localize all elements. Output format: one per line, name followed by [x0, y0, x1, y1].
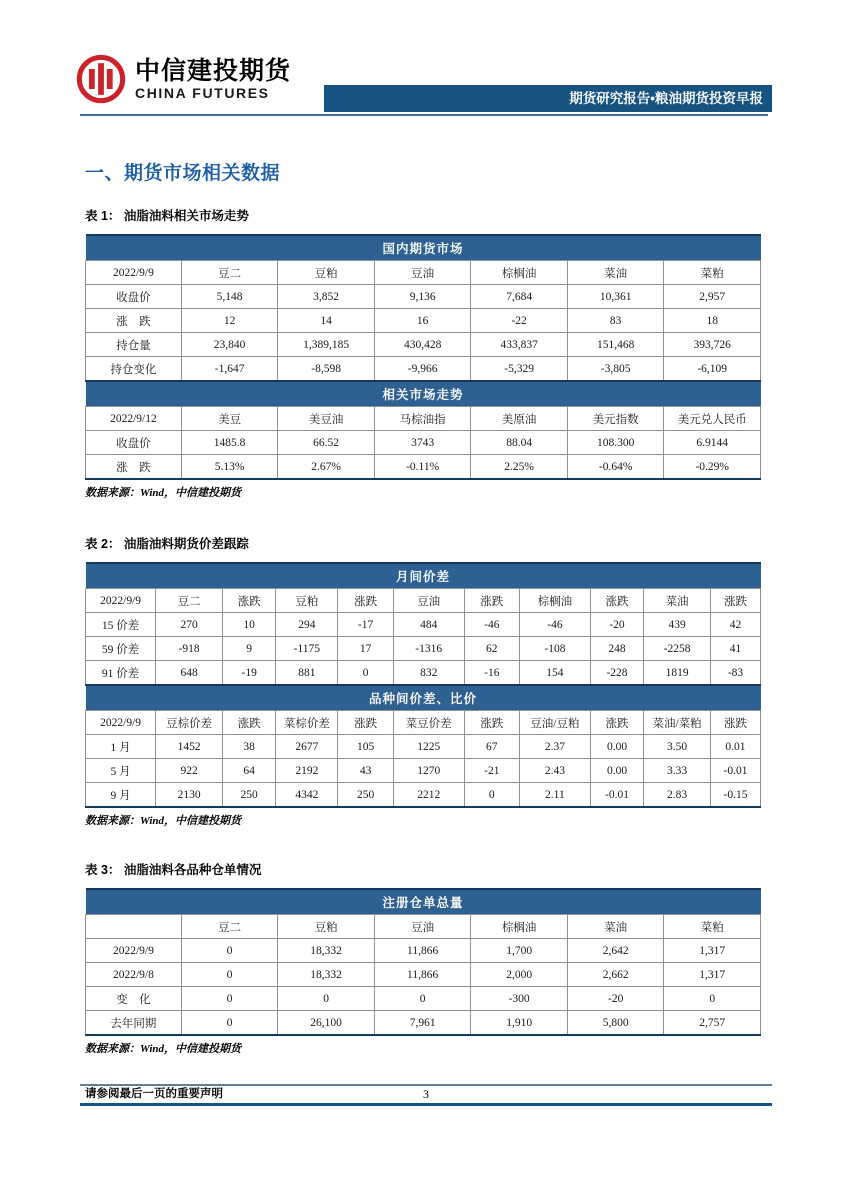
- value-cell: -9,966: [374, 357, 471, 382]
- value-cell: 2130: [156, 783, 223, 808]
- value-cell: -918: [156, 637, 223, 661]
- value-cell: 豆二: [181, 915, 278, 939]
- value-cell: -0.01: [590, 783, 643, 808]
- row-label-cell: 持仓变化: [86, 357, 182, 382]
- row-label-cell: 59 价差: [86, 637, 156, 661]
- value-cell: 2677: [276, 735, 338, 759]
- value-cell: 66.52: [278, 431, 375, 455]
- value-cell: 2.43: [519, 759, 590, 783]
- value-cell: 7,961: [374, 1011, 471, 1036]
- value-cell: -21: [464, 759, 519, 783]
- value-cell: 18,332: [278, 939, 375, 963]
- value-cell: 250: [338, 783, 393, 808]
- value-cell: 3.33: [644, 759, 711, 783]
- value-cell: 248: [590, 637, 643, 661]
- value-cell: 涨跌: [590, 589, 643, 613]
- value-cell: 菜粕: [664, 915, 761, 939]
- value-cell: 151,468: [567, 333, 664, 357]
- table-row: [86, 1011, 761, 1036]
- value-cell: -0.01: [710, 759, 760, 783]
- value-cell: 3743: [374, 431, 471, 455]
- value-cell: 涨跌: [223, 589, 276, 613]
- value-cell: -16: [464, 661, 519, 686]
- value-cell: 5,148: [181, 285, 278, 309]
- value-cell: 涨跌: [710, 711, 760, 735]
- value-cell: 83: [567, 309, 664, 333]
- table-row: [86, 915, 761, 939]
- value-cell: 0: [278, 987, 375, 1011]
- row-label-cell: 变 化: [86, 987, 182, 1011]
- report-banner: 期货研究报告•粮油期货投资早报: [324, 85, 772, 112]
- table3-caption: 表 3： 油脂油料各品种仓单情况: [85, 863, 262, 877]
- table-row: [86, 963, 761, 987]
- value-cell: 豆油: [374, 261, 471, 285]
- table-row: [86, 285, 761, 309]
- table2-source: 数据来源：Wind，中信建投期货: [85, 815, 242, 827]
- value-cell: 1,389,185: [278, 333, 375, 357]
- row-label-cell: 1 月: [86, 735, 156, 759]
- table-row: [86, 759, 761, 783]
- value-cell: 11,866: [374, 963, 471, 987]
- value-cell: 9,136: [374, 285, 471, 309]
- value-cell: 26,100: [278, 1011, 375, 1036]
- value-cell: 美豆: [181, 407, 278, 431]
- table-row: [86, 455, 761, 480]
- brand-name-cn: 中信建投期货: [135, 56, 292, 85]
- section-title: 一、期货市场相关数据: [85, 163, 281, 184]
- value-cell: 2,642: [567, 939, 664, 963]
- value-cell: 棕榈油: [471, 915, 568, 939]
- value-cell: 294: [276, 613, 338, 637]
- value-cell: 648: [156, 661, 223, 686]
- value-cell: 美原油: [471, 407, 568, 431]
- table-row: [86, 431, 761, 455]
- value-cell: 1,910: [471, 1011, 568, 1036]
- value-cell: 250: [223, 783, 276, 808]
- value-cell: 1,317: [664, 963, 761, 987]
- company-logo-block: [76, 54, 291, 104]
- value-cell: 18,332: [278, 963, 375, 987]
- table3-source: 数据来源：Wind，中信建投期货: [85, 1043, 242, 1055]
- value-cell: -0.64%: [567, 455, 664, 480]
- value-cell: 菜豆价差: [393, 711, 464, 735]
- value-cell: 豆棕价差: [156, 711, 223, 735]
- footer-divider-bottom: [80, 1103, 772, 1106]
- value-cell: 豆二: [181, 261, 278, 285]
- row-label-cell: 去年同期: [86, 1011, 182, 1036]
- value-cell: 439: [644, 613, 711, 637]
- value-cell: -20: [567, 987, 664, 1011]
- value-cell: 涨跌: [338, 589, 393, 613]
- row-label-cell: 2022/9/9: [86, 589, 156, 613]
- value-cell: 17: [338, 637, 393, 661]
- value-cell: 2.25%: [471, 455, 568, 480]
- value-cell: 7,684: [471, 285, 568, 309]
- value-cell: 2212: [393, 783, 464, 808]
- footer-disclaimer: 请参阅最后一页的重要声明: [85, 1088, 223, 1100]
- table1-caption: 表 1： 油脂油料相关市场走势: [85, 209, 249, 223]
- value-cell: 豆油: [374, 915, 471, 939]
- brand-name-en: CHINA FUTURES: [135, 84, 270, 101]
- table-market-trend: [85, 234, 761, 480]
- table-band: 注册仓单总量: [86, 889, 761, 915]
- value-cell: 0: [464, 783, 519, 808]
- value-cell: 484: [393, 613, 464, 637]
- value-cell: -83: [710, 661, 760, 686]
- table2-caption: 表 2： 油脂油料期货价差跟踪: [85, 537, 249, 551]
- value-cell: 2.11: [519, 783, 590, 808]
- table-row: [86, 637, 761, 661]
- value-cell: 菜油/菜粕: [644, 711, 711, 735]
- value-cell: 菜油: [644, 589, 711, 613]
- row-label-cell: 91 价差: [86, 661, 156, 686]
- header-divider: [80, 114, 768, 116]
- value-cell: -19: [223, 661, 276, 686]
- table-row: [86, 261, 761, 285]
- table-row: [86, 407, 761, 431]
- row-label-cell: 涨 跌: [86, 309, 182, 333]
- value-cell: 涨跌: [464, 711, 519, 735]
- value-cell: 14: [278, 309, 375, 333]
- value-cell: 1485.8: [181, 431, 278, 455]
- value-cell: 2.83: [644, 783, 711, 808]
- value-cell: 10: [223, 613, 276, 637]
- value-cell: 2,757: [664, 1011, 761, 1036]
- table-row: [86, 357, 761, 382]
- value-cell: 1,317: [664, 939, 761, 963]
- value-cell: 393,726: [664, 333, 761, 357]
- table-spread-tracking: [85, 562, 761, 808]
- content-area: [85, 161, 761, 1056]
- value-cell: 38: [223, 735, 276, 759]
- value-cell: -20: [590, 613, 643, 637]
- value-cell: -0.15: [710, 783, 760, 808]
- value-cell: 马棕油指: [374, 407, 471, 431]
- footer: [80, 1086, 772, 1103]
- value-cell: 涨跌: [464, 589, 519, 613]
- value-cell: 3,852: [278, 285, 375, 309]
- table-row: [86, 333, 761, 357]
- table-row: [86, 783, 761, 808]
- value-cell: 433,837: [471, 333, 568, 357]
- value-cell: 豆油: [393, 589, 464, 613]
- value-cell: 42: [710, 613, 760, 637]
- value-cell: 2,000: [471, 963, 568, 987]
- value-cell: 菜油: [567, 915, 664, 939]
- value-cell: 64: [223, 759, 276, 783]
- table-row: [86, 309, 761, 333]
- table-row: [86, 613, 761, 637]
- value-cell: -3,805: [567, 357, 664, 382]
- value-cell: 0.00: [590, 735, 643, 759]
- value-cell: -22: [471, 309, 568, 333]
- value-cell: 0: [338, 661, 393, 686]
- table-row: [86, 661, 761, 686]
- value-cell: -5,329: [471, 357, 568, 382]
- table1-source: 数据来源：Wind，中信建投期货: [85, 487, 242, 499]
- value-cell: 922: [156, 759, 223, 783]
- row-label-cell: 15 价差: [86, 613, 156, 637]
- value-cell: 88.04: [471, 431, 568, 455]
- value-cell: 2192: [276, 759, 338, 783]
- value-cell: 12: [181, 309, 278, 333]
- row-label-cell: 2022/9/12: [86, 407, 182, 431]
- value-cell: 0: [181, 939, 278, 963]
- value-cell: 0.01: [710, 735, 760, 759]
- value-cell: 1,700: [471, 939, 568, 963]
- value-cell: 棕榈油: [471, 261, 568, 285]
- value-cell: 0: [181, 963, 278, 987]
- value-cell: 62: [464, 637, 519, 661]
- row-label-cell: 收盘价: [86, 285, 182, 309]
- row-label-cell: 5 月: [86, 759, 156, 783]
- value-cell: 5,800: [567, 1011, 664, 1036]
- row-label-cell: 2022/9/8: [86, 963, 182, 987]
- table-row: [86, 939, 761, 963]
- value-cell: 美元兑人民币: [664, 407, 761, 431]
- company-logo-icon: [76, 54, 126, 104]
- value-cell: -17: [338, 613, 393, 637]
- value-cell: 832: [393, 661, 464, 686]
- value-cell: 豆二: [156, 589, 223, 613]
- value-cell: -6,109: [664, 357, 761, 382]
- value-cell: 菜棕价差: [276, 711, 338, 735]
- value-cell: 0: [664, 987, 761, 1011]
- value-cell: 棕榈油: [519, 589, 590, 613]
- value-cell: 1225: [393, 735, 464, 759]
- value-cell: 0: [374, 987, 471, 1011]
- value-cell: 美豆油: [278, 407, 375, 431]
- value-cell: 67: [464, 735, 519, 759]
- value-cell: -8,598: [278, 357, 375, 382]
- value-cell: 涨跌: [338, 711, 393, 735]
- row-label-cell: 收盘价: [86, 431, 182, 455]
- value-cell: 涨跌: [223, 711, 276, 735]
- value-cell: -2258: [644, 637, 711, 661]
- value-cell: 105: [338, 735, 393, 759]
- value-cell: 2.67%: [278, 455, 375, 480]
- value-cell: 108.300: [567, 431, 664, 455]
- brand-text: [135, 58, 291, 101]
- value-cell: 10,361: [567, 285, 664, 309]
- value-cell: 3.50: [644, 735, 711, 759]
- value-cell: -1,647: [181, 357, 278, 382]
- value-cell: 菜粕: [664, 261, 761, 285]
- value-cell: 美元指数: [567, 407, 664, 431]
- value-cell: -46: [519, 613, 590, 637]
- value-cell: 16: [374, 309, 471, 333]
- value-cell: 4342: [276, 783, 338, 808]
- value-cell: 5.13%: [181, 455, 278, 480]
- row-label-cell: [86, 915, 182, 939]
- value-cell: 涨跌: [590, 711, 643, 735]
- value-cell: -46: [464, 613, 519, 637]
- value-cell: 9: [223, 637, 276, 661]
- value-cell: -300: [471, 987, 568, 1011]
- table-row: [86, 589, 761, 613]
- value-cell: 6.9144: [664, 431, 761, 455]
- value-cell: 豆油/豆粕: [519, 711, 590, 735]
- row-label-cell: 涨 跌: [86, 455, 182, 480]
- value-cell: 270: [156, 613, 223, 637]
- value-cell: 豆粕: [278, 261, 375, 285]
- row-label-cell: 持仓量: [86, 333, 182, 357]
- value-cell: 2.37: [519, 735, 590, 759]
- value-cell: -108: [519, 637, 590, 661]
- value-cell: 0: [181, 987, 278, 1011]
- table-band: 品种间价差、比价: [86, 685, 761, 711]
- value-cell: 2,957: [664, 285, 761, 309]
- value-cell: 23,840: [181, 333, 278, 357]
- value-cell: -228: [590, 661, 643, 686]
- value-cell: -0.11%: [374, 455, 471, 480]
- row-label-cell: 9 月: [86, 783, 156, 808]
- value-cell: 涨跌: [710, 589, 760, 613]
- row-label-cell: 2022/9/9: [86, 711, 156, 735]
- value-cell: 11,866: [374, 939, 471, 963]
- value-cell: 154: [519, 661, 590, 686]
- value-cell: 0: [181, 1011, 278, 1036]
- row-label-cell: 2022/9/9: [86, 939, 182, 963]
- value-cell: 菜油: [567, 261, 664, 285]
- value-cell: 豆粕: [278, 915, 375, 939]
- value-cell: 1270: [393, 759, 464, 783]
- value-cell: 豆粕: [276, 589, 338, 613]
- value-cell: 430,428: [374, 333, 471, 357]
- value-cell: 2,662: [567, 963, 664, 987]
- value-cell: -1316: [393, 637, 464, 661]
- value-cell: -0.29%: [664, 455, 761, 480]
- value-cell: 0.00: [590, 759, 643, 783]
- table-row: [86, 711, 761, 735]
- value-cell: 1819: [644, 661, 711, 686]
- table-row: [86, 735, 761, 759]
- value-cell: 881: [276, 661, 338, 686]
- value-cell: 43: [338, 759, 393, 783]
- page-number: 3: [423, 1087, 429, 1101]
- value-cell: 1452: [156, 735, 223, 759]
- table-band: 月间价差: [86, 563, 761, 589]
- table-warehouse-receipts: [85, 888, 761, 1036]
- value-cell: 41: [710, 637, 760, 661]
- table-band: 相关市场走势: [86, 381, 761, 407]
- table-row: [86, 987, 761, 1011]
- table-band: 国内期货市场: [86, 235, 761, 261]
- value-cell: -1175: [276, 637, 338, 661]
- value-cell: 18: [664, 309, 761, 333]
- row-label-cell: 2022/9/9: [86, 261, 182, 285]
